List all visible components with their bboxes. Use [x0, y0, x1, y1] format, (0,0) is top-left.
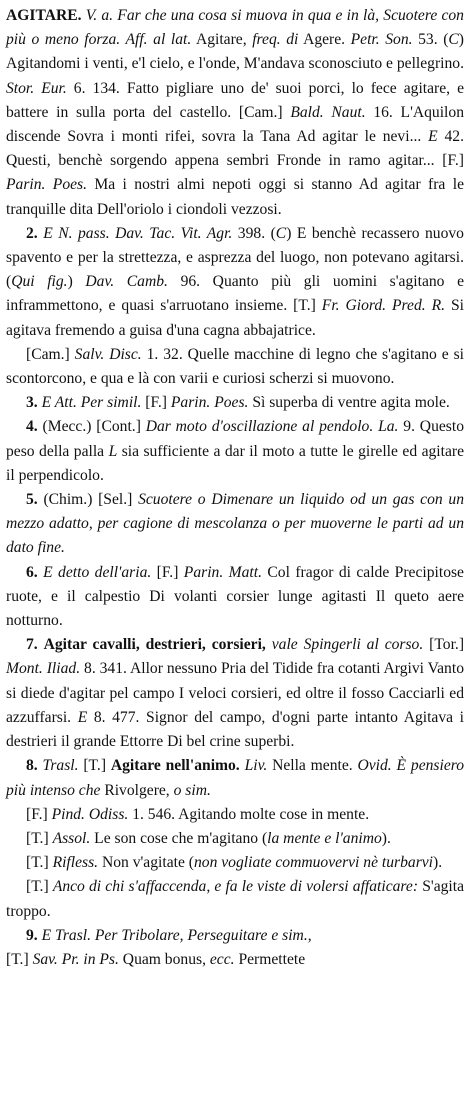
italic-text: Scuotere o Dimenare un liquido od un gas con un mezzo adatto, per cagione di mescolanza o per muoverne le parti ad un dato fine.: [6, 491, 464, 557]
text-run: (Mecc.) [Cont.]: [37, 418, 146, 436]
bold-text: 5.: [26, 491, 38, 509]
italic-text: C: [448, 31, 459, 49]
bold-text: AGITARE.: [6, 7, 82, 24]
text-run: Rivolgere,: [100, 781, 174, 799]
italic-text: Salv. Disc.: [74, 345, 142, 363]
text-run: Agitare,: [191, 31, 253, 49]
italic-text: Sav. Pr. in Ps.: [32, 950, 119, 968]
text-run: sia sufficiente a dar il moto a tutte le girelle ed agitare il perpendicolo.: [6, 442, 464, 484]
text-run: [T.]: [26, 878, 53, 896]
bold-text: 7.: [26, 636, 38, 654]
italic-text: o sim.: [173, 781, 211, 799]
italic-text: Rifless.: [52, 854, 99, 872]
text-run: S'agita troppo.: [6, 878, 464, 920]
entry-paragraph: [6, 488, 464, 561]
text-run: [T.]: [26, 829, 53, 847]
entry-paragraph: [6, 754, 464, 802]
text-run: ) Agitandomi i venti, e'l cielo, e l'onde, M'andava sconosciuto e pellegrino.: [6, 31, 464, 73]
italic-text: Parin. Poes.: [6, 176, 88, 194]
text-run: (Chim.) [Sel.]: [37, 491, 139, 509]
text-run: [T.]: [6, 950, 33, 968]
italic-text: E N. pass. Dav. Tac. Vit. Agr.: [43, 224, 233, 242]
text-run: Permettete: [234, 950, 306, 968]
text-run: [F.]: [151, 563, 184, 581]
entry-paragraph: [6, 827, 464, 851]
italic-text: Petr. Son.: [350, 31, 413, 49]
italic-text: Anco di chi s'affaccenda, e fa le viste di volersi affaticare:: [52, 878, 419, 896]
text-run: 9. Questo peso della palla: [6, 418, 464, 460]
entry-paragraph: [6, 803, 464, 827]
italic-text: E: [428, 128, 438, 146]
italic-text: Mont. Iliad.: [6, 660, 81, 678]
entry-paragraph: [6, 343, 464, 391]
text-run: Si agitava fremendo a guisa d'una cagna abbajatrice.: [6, 297, 465, 339]
text-run: 16. L'Aquilon discende Sovra i monti rifei, sovra la Tana Ad agitar le nevi...: [6, 103, 464, 146]
entry-paragraph: [6, 948, 464, 972]
text-run: 8. 477. Signor del campo, d'ogni parte intanto Agitava i destrieri il grande Ettorre Di bel crine superbi.: [6, 708, 464, 751]
italic-text: Bald. Naut.: [290, 103, 366, 121]
text-run: [F.]: [141, 394, 171, 412]
italic-text: ecc.: [209, 950, 235, 968]
italic-text: la mente e l'animo: [267, 829, 382, 847]
dictionary-entry-agitare: [6, 4, 464, 972]
bold-text: 2.: [26, 224, 38, 242]
text-run: ).: [433, 854, 443, 872]
italic-text: Qui fig.: [11, 273, 68, 291]
text-run: ): [67, 273, 86, 291]
italic-text: E Att. Per simil.: [41, 394, 142, 412]
text-run: Sì superba di ventre agita mole.: [248, 394, 450, 412]
text-run: ).: [381, 829, 391, 847]
text-run: Agere.: [298, 31, 351, 49]
text-run: 1. 32. Quelle macchine di legno che s'agitano e si scontorcono, e qua e là con varii e curiosi scherzi si muovono.: [6, 345, 465, 388]
text-run: Non v'agitate (: [98, 854, 194, 872]
italic-text: Parin. Matt.: [183, 563, 262, 581]
entry-paragraph: [6, 222, 464, 343]
italic-text: Fr. Giord. Pred. R.: [321, 297, 446, 315]
bold-text: Agitare nell'animo.: [110, 757, 240, 775]
text-run: [Tor.]: [423, 636, 465, 654]
bold-text: 3.: [26, 394, 38, 412]
entry-paragraph: [6, 875, 464, 923]
italic-text: Liv.: [244, 757, 268, 775]
text-run: [T.]: [78, 757, 111, 775]
entry-paragraph: [6, 391, 464, 415]
italic-text: Assol.: [52, 829, 91, 847]
bold-text: 9.: [26, 926, 38, 944]
italic-text: C: [275, 224, 287, 242]
entry-paragraph: [6, 851, 464, 875]
text-run: Le son cose che m'agitano (: [90, 829, 268, 847]
italic-text: L: [108, 442, 118, 460]
italic-text: Parin. Poes.: [170, 394, 249, 412]
italic-text: non vogliate commuovervi nè turbarvi: [193, 854, 434, 872]
text-run: [F.]: [26, 805, 52, 823]
italic-text: E Trasl. Per Tribolare, Perseguitare e sim.,: [41, 926, 312, 944]
text-run: 6. 134. Fatto pigliare uno de' suoi porci, lo fece agitare, e battere in sulla porta del castello. [Cam.]: [6, 79, 465, 121]
entry-paragraph: [6, 924, 464, 948]
bold-text: 4.: [26, 418, 38, 436]
text-run: 1. 546. Agitando molte cose in mente.: [128, 805, 370, 823]
bold-text: 8.: [26, 757, 38, 775]
text-run: 398. (: [232, 224, 276, 242]
text-run: 8. 341. Allor nessuno Pria del Tidide fra cotanti Argivi Vanto si diede d'agitar pel campo I veloci corsieri, ed oltre il fosso Cacciarli ed azzuffarsi.: [6, 660, 464, 726]
text-run: 53. (: [412, 31, 449, 49]
italic-text: freq. di: [252, 31, 299, 49]
text-run: 96. Quanto più gli uomini s'agitano e inframmettono, e quasi s'arruotano insieme. [T.]: [6, 273, 465, 315]
italic-text: Stor. Eur.: [6, 79, 67, 97]
italic-text: Dar moto d'oscillazione al pendolo. La.: [145, 418, 399, 436]
text-run: Col fragor di calde Precipitose ruote, e il calpestio Di volanti corsier lunge agitasti Il queto aere notturno.: [6, 563, 464, 630]
text-run: Quam bonus,: [118, 950, 210, 968]
text-run: 42. Questi, benchè sorgendo appena sembri Fronde in ramo agitar... [F.]: [6, 128, 465, 170]
italic-text: E detto dell'aria.: [43, 563, 152, 581]
entry-paragraph: [6, 415, 464, 488]
italic-text: E: [77, 708, 88, 726]
text-run: [Cam.]: [26, 345, 75, 363]
entry-paragraph: [6, 4, 464, 222]
italic-text: Dav. Camb.: [85, 273, 168, 291]
text-run: Nella mente.: [267, 757, 358, 775]
italic-text: Pind. Odiss.: [51, 805, 129, 823]
italic-text: V. a. Far che una cosa si muova in qua e in là, Scuotere con più o meno forza. Aff. al lat.: [6, 7, 464, 49]
bold-text: 6.: [26, 563, 38, 581]
bold-text: Agitar cavalli, destrieri, corsieri,: [43, 636, 266, 654]
italic-text: Trasl.: [42, 757, 79, 775]
text-run: [T.]: [26, 854, 53, 872]
italic-text: Ovid. È pensiero più intenso che: [6, 757, 465, 799]
text-run: ) E benchè recassero nuovo spavento e per la strettezza, e asprezza del luogo, non potevano agitarsi. (: [6, 224, 464, 291]
entry-paragraph: [6, 561, 464, 634]
text-run: Ma i nostri almi nepoti oggi si stanno Ad agitar fra le tranquille dita Dell'oriolo i ciondoli vezzosi.: [6, 176, 464, 218]
entry-paragraph: [6, 633, 464, 754]
italic-text: vale Spingerli al corso.: [271, 636, 424, 654]
